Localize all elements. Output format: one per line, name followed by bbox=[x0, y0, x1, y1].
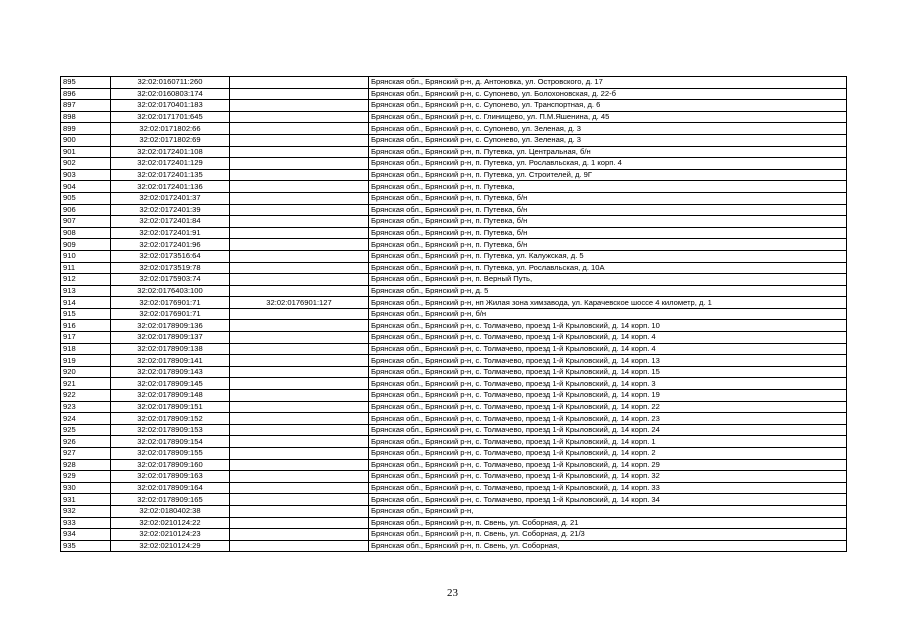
row-number-cell: 913 bbox=[61, 285, 111, 297]
cadastral-number-cell: 32:02:0178909:163 bbox=[111, 471, 230, 483]
address-cell: Брянская обл., Брянский р-н, с. Толмачево, проезд 1-й Крыловский, д. 14 корп. 19 bbox=[369, 390, 847, 402]
address-cell: Брянская обл., Брянский р-н, с. Толмачево, проезд 1-й Крыловский, д. 14 корп. 24 bbox=[369, 424, 847, 436]
cadastral-number-cell: 32:02:0171802:66 bbox=[111, 123, 230, 135]
cadastral-number-cell: 32:02:0210124:23 bbox=[111, 529, 230, 541]
table-row bbox=[61, 239, 847, 251]
address-cell: Брянская обл., Брянский р-н, с. Толмачево, проезд 1-й Крыловский, д. 14 корп. 2 bbox=[369, 448, 847, 460]
row-number-cell: 903 bbox=[61, 169, 111, 181]
linked-cadastral-number-cell bbox=[230, 111, 369, 123]
row-number-cell: 898 bbox=[61, 111, 111, 123]
cadastral-number-cell: 32:02:0178909:151 bbox=[111, 401, 230, 413]
address-cell: Брянская обл., Брянский р-н, п. Путевка, ул. Рославльская, д. 1 корп. 4 bbox=[369, 158, 847, 170]
linked-cadastral-number-cell bbox=[230, 355, 369, 367]
cadastral-number-cell: 32:02:0178909:141 bbox=[111, 355, 230, 367]
row-number-cell: 895 bbox=[61, 77, 111, 89]
linked-cadastral-number-cell bbox=[230, 274, 369, 286]
row-number-cell: 904 bbox=[61, 181, 111, 193]
table-row bbox=[61, 401, 847, 413]
table-row bbox=[61, 100, 847, 112]
address-cell: Брянская обл., Брянский р-н, д. 5 bbox=[369, 285, 847, 297]
row-number-cell: 902 bbox=[61, 158, 111, 170]
table-row bbox=[61, 540, 847, 552]
address-cell: Брянская обл., Брянский р-н, п. Путевка, б/н bbox=[369, 192, 847, 204]
table-row bbox=[61, 158, 847, 170]
linked-cadastral-number-cell bbox=[230, 413, 369, 425]
cadastral-number-cell: 32:02:0176901:71 bbox=[111, 297, 230, 309]
cadastral-number-cell: 32:02:0176403:100 bbox=[111, 285, 230, 297]
cadastral-number-cell: 32:02:0178909:137 bbox=[111, 332, 230, 344]
table-row bbox=[61, 436, 847, 448]
table-row bbox=[61, 297, 847, 309]
address-cell: Брянская обл., Брянский р-н, с. Толмачево, проезд 1-й Крыловский, д. 14 корп. 23 bbox=[369, 413, 847, 425]
linked-cadastral-number-cell bbox=[230, 158, 369, 170]
table-row bbox=[61, 390, 847, 402]
row-number-cell: 934 bbox=[61, 529, 111, 541]
table-row bbox=[61, 204, 847, 216]
row-number-cell: 930 bbox=[61, 482, 111, 494]
linked-cadastral-number-cell bbox=[230, 366, 369, 378]
table-row bbox=[61, 308, 847, 320]
table-row bbox=[61, 517, 847, 529]
cadastral-number-cell: 32:02:0178909:155 bbox=[111, 448, 230, 460]
registry-table-body bbox=[61, 77, 847, 552]
row-number-cell: 926 bbox=[61, 436, 111, 448]
address-cell: Брянская обл., Брянский р-н, с. Толмачево, проезд 1-й Крыловский, д. 14 корп. 1 bbox=[369, 436, 847, 448]
row-number-cell: 935 bbox=[61, 540, 111, 552]
row-number-cell: 922 bbox=[61, 390, 111, 402]
cadastral-number-cell: 32:02:0173516:64 bbox=[111, 250, 230, 262]
address-cell: Брянская обл., Брянский р-н, с. Толмачево, проезд 1-й Крыловский, д. 14 корп. 10 bbox=[369, 320, 847, 332]
address-cell: Брянская обл., Брянский р-н, б/н bbox=[369, 308, 847, 320]
table-row bbox=[61, 123, 847, 135]
table-row bbox=[61, 471, 847, 483]
row-number-cell: 931 bbox=[61, 494, 111, 506]
row-number-cell: 924 bbox=[61, 413, 111, 425]
cadastral-number-cell: 32:02:0210124:29 bbox=[111, 540, 230, 552]
table-row bbox=[61, 227, 847, 239]
row-number-cell: 899 bbox=[61, 123, 111, 135]
cadastral-number-cell: 32:02:0160803:174 bbox=[111, 88, 230, 100]
row-number-cell: 908 bbox=[61, 227, 111, 239]
linked-cadastral-number-cell bbox=[230, 100, 369, 112]
address-cell: Брянская обл., Брянский р-н, п. Путевка, bbox=[369, 181, 847, 193]
cadastral-number-cell: 32:02:0178909:152 bbox=[111, 413, 230, 425]
address-cell: Брянская обл., Брянский р-н, п. Путевка, б/н bbox=[369, 204, 847, 216]
linked-cadastral-number-cell bbox=[230, 181, 369, 193]
cadastral-number-cell: 32:02:0178909:154 bbox=[111, 436, 230, 448]
row-number-cell: 900 bbox=[61, 134, 111, 146]
table-row bbox=[61, 88, 847, 100]
address-cell: Брянская обл., Брянский р-н, с. Супонево, ул. Болохоновская, д. 22-б bbox=[369, 88, 847, 100]
row-number-cell: 914 bbox=[61, 297, 111, 309]
cadastral-number-cell: 32:02:0171701:645 bbox=[111, 111, 230, 123]
table-row bbox=[61, 192, 847, 204]
address-cell: Брянская обл., Брянский р-н, с. Толмачево, проезд 1-й Крыловский, д. 14 корп. 3 bbox=[369, 378, 847, 390]
cadastral-number-cell: 32:02:0178909:160 bbox=[111, 459, 230, 471]
table-row bbox=[61, 448, 847, 460]
row-number-cell: 928 bbox=[61, 459, 111, 471]
address-cell: Брянская обл., Брянский р-н, с. Толмачево, проезд 1-й Крыловский, д. 14 корп. 34 bbox=[369, 494, 847, 506]
cadastral-number-cell: 32:02:0170401:183 bbox=[111, 100, 230, 112]
linked-cadastral-number-cell bbox=[230, 239, 369, 251]
linked-cadastral-number-cell bbox=[230, 424, 369, 436]
table-row bbox=[61, 459, 847, 471]
table-row bbox=[61, 216, 847, 228]
linked-cadastral-number-cell bbox=[230, 308, 369, 320]
cadastral-number-cell: 32:02:0178909:164 bbox=[111, 482, 230, 494]
cadastral-number-cell: 32:02:0178909:143 bbox=[111, 366, 230, 378]
linked-cadastral-number-cell bbox=[230, 494, 369, 506]
cadastral-number-cell: 32:02:0178909:136 bbox=[111, 320, 230, 332]
linked-cadastral-number-cell bbox=[230, 332, 369, 344]
row-number-cell: 905 bbox=[61, 192, 111, 204]
linked-cadastral-number-cell bbox=[230, 448, 369, 460]
address-cell: Брянская обл., Брянский р-н, п. Свень, ул. Соборная, д. 21/3 bbox=[369, 529, 847, 541]
address-cell: Брянская обл., Брянский р-н, с. Толмачево, проезд 1-й Крыловский, д. 14 корп. 33 bbox=[369, 482, 847, 494]
linked-cadastral-number-cell bbox=[230, 540, 369, 552]
linked-cadastral-number-cell bbox=[230, 471, 369, 483]
linked-cadastral-number-cell bbox=[230, 262, 369, 274]
address-cell: Брянская обл., Брянский р-н, д. Антоновка, ул. Островского, д. 17 bbox=[369, 77, 847, 89]
row-number-cell: 929 bbox=[61, 471, 111, 483]
address-cell: Брянская обл., Брянский р-н, bbox=[369, 505, 847, 517]
linked-cadastral-number-cell bbox=[230, 529, 369, 541]
linked-cadastral-number-cell bbox=[230, 390, 369, 402]
cadastral-number-cell: 32:02:0210124:22 bbox=[111, 517, 230, 529]
row-number-cell: 912 bbox=[61, 274, 111, 286]
table-row bbox=[61, 529, 847, 541]
row-number-cell: 918 bbox=[61, 343, 111, 355]
address-cell: Брянская обл., Брянский р-н, с. Толмачево, проезд 1-й Крыловский, д. 14 корп. 32 bbox=[369, 471, 847, 483]
table-row bbox=[61, 366, 847, 378]
table-row bbox=[61, 355, 847, 367]
cadastral-number-cell: 32:02:0178909:138 bbox=[111, 343, 230, 355]
table-row bbox=[61, 285, 847, 297]
cadastral-number-cell: 32:02:0173519:78 bbox=[111, 262, 230, 274]
linked-cadastral-number-cell bbox=[230, 88, 369, 100]
table-row bbox=[61, 343, 847, 355]
linked-cadastral-number-cell bbox=[230, 123, 369, 135]
table-row bbox=[61, 332, 847, 344]
address-cell: Брянская обл., Брянский р-н, п. Путевка, ул. Центральная, б/н bbox=[369, 146, 847, 158]
cadastral-number-cell: 32:02:0175903:74 bbox=[111, 274, 230, 286]
page-number: 23 bbox=[447, 587, 458, 599]
row-number-cell: 921 bbox=[61, 378, 111, 390]
cadastral-number-cell: 32:02:0160711:260 bbox=[111, 77, 230, 89]
cadastral-number-cell: 32:02:0172401:39 bbox=[111, 204, 230, 216]
table-row bbox=[61, 169, 847, 181]
address-cell: Брянская обл., Брянский р-н, с. Толмачево, проезд 1-й Крыловский, д. 14 корп. 13 bbox=[369, 355, 847, 367]
table-row bbox=[61, 134, 847, 146]
table-row bbox=[61, 181, 847, 193]
table-row bbox=[61, 77, 847, 89]
table-row bbox=[61, 274, 847, 286]
table-row bbox=[61, 320, 847, 332]
cadastral-number-cell: 32:02:0172401:91 bbox=[111, 227, 230, 239]
table-row bbox=[61, 378, 847, 390]
table-row bbox=[61, 505, 847, 517]
cadastral-number-cell: 32:02:0178909:148 bbox=[111, 390, 230, 402]
linked-cadastral-number-cell bbox=[230, 459, 369, 471]
table-row bbox=[61, 146, 847, 158]
table-row bbox=[61, 413, 847, 425]
row-number-cell: 927 bbox=[61, 448, 111, 460]
address-cell: Брянская обл., Брянский р-н, п. Путевка, ул. Рославльская, д. 10А bbox=[369, 262, 847, 274]
address-cell: Брянская обл., Брянский р-н, с. Толмачево, проезд 1-й Крыловский, д. 14 корп. 22 bbox=[369, 401, 847, 413]
address-cell: Брянская обл., Брянский р-н, нп Жилая зона химзавода, ул. Карачевское шоссе 4 километр, д. 1 bbox=[369, 297, 847, 309]
linked-cadastral-number-cell bbox=[230, 482, 369, 494]
row-number-cell: 907 bbox=[61, 216, 111, 228]
row-number-cell: 915 bbox=[61, 308, 111, 320]
linked-cadastral-number-cell bbox=[230, 436, 369, 448]
address-cell: Брянская обл., Брянский р-н, п. Путевка, б/н bbox=[369, 227, 847, 239]
linked-cadastral-number-cell bbox=[230, 378, 369, 390]
row-number-cell: 916 bbox=[61, 320, 111, 332]
row-number-cell: 897 bbox=[61, 100, 111, 112]
table-row bbox=[61, 262, 847, 274]
cadastral-number-cell: 32:02:0172401:37 bbox=[111, 192, 230, 204]
row-number-cell: 906 bbox=[61, 204, 111, 216]
address-cell: Брянская обл., Брянский р-н, с. Глинищево, ул. П.М.Яшенина, д. 45 bbox=[369, 111, 847, 123]
linked-cadastral-number-cell bbox=[230, 146, 369, 158]
cadastral-number-cell: 32:02:0172401:136 bbox=[111, 181, 230, 193]
address-cell: Брянская обл., Брянский р-н, с. Супонево, ул. Зеленая, д. 3 bbox=[369, 123, 847, 135]
row-number-cell: 919 bbox=[61, 355, 111, 367]
address-cell: Брянская обл., Брянский р-н, п. Свень, ул. Соборная, bbox=[369, 540, 847, 552]
cadastral-number-cell: 32:02:0180402:38 bbox=[111, 505, 230, 517]
linked-cadastral-number-cell bbox=[230, 192, 369, 204]
address-cell: Брянская обл., Брянский р-н, п. Путевка, ул. Калужская, д. 5 bbox=[369, 250, 847, 262]
linked-cadastral-number-cell bbox=[230, 505, 369, 517]
address-cell: Брянская обл., Брянский р-н, с. Толмачево, проезд 1-й Крыловский, д. 14 корп. 15 bbox=[369, 366, 847, 378]
linked-cadastral-number-cell bbox=[230, 343, 369, 355]
linked-cadastral-number-cell bbox=[230, 204, 369, 216]
linked-cadastral-number-cell bbox=[230, 250, 369, 262]
address-cell: Брянская обл., Брянский р-н, п. Путевка, б/н bbox=[369, 216, 847, 228]
table-row bbox=[61, 111, 847, 123]
row-number-cell: 932 bbox=[61, 505, 111, 517]
table-row bbox=[61, 482, 847, 494]
linked-cadastral-number-cell bbox=[230, 517, 369, 529]
linked-cadastral-number-cell bbox=[230, 320, 369, 332]
cadastral-number-cell: 32:02:0178909:165 bbox=[111, 494, 230, 506]
address-cell: Брянская обл., Брянский р-н, п. Свень, ул. Соборная, д. 21 bbox=[369, 517, 847, 529]
row-number-cell: 923 bbox=[61, 401, 111, 413]
registry-table bbox=[60, 76, 847, 552]
address-cell: Брянская обл., Брянский р-н, с. Толмачево, проезд 1-й Крыловский, д. 14 корп. 29 bbox=[369, 459, 847, 471]
table-row bbox=[61, 494, 847, 506]
row-number-cell: 925 bbox=[61, 424, 111, 436]
address-cell: Брянская обл., Брянский р-н, п. Верный Путь, bbox=[369, 274, 847, 286]
table-row bbox=[61, 250, 847, 262]
row-number-cell: 911 bbox=[61, 262, 111, 274]
address-cell: Брянская обл., Брянский р-н, с. Супонево, ул. Транспортная, д. 6 bbox=[369, 100, 847, 112]
linked-cadastral-number-cell bbox=[230, 216, 369, 228]
cadastral-number-cell: 32:02:0172401:84 bbox=[111, 216, 230, 228]
linked-cadastral-number-cell bbox=[230, 169, 369, 181]
address-cell: Брянская обл., Брянский р-н, с. Толмачево, проезд 1-й Крыловский, д. 14 корп. 4 bbox=[369, 332, 847, 344]
table-row bbox=[61, 424, 847, 436]
linked-cadastral-number-cell bbox=[230, 227, 369, 239]
address-cell: Брянская обл., Брянский р-н, п. Путевка, ул. Строителей, д. 9Г bbox=[369, 169, 847, 181]
cadastral-number-cell: 32:02:0172401:129 bbox=[111, 158, 230, 170]
cadastral-number-cell: 32:02:0176901:71 bbox=[111, 308, 230, 320]
cadastral-number-cell: 32:02:0171802:69 bbox=[111, 134, 230, 146]
cadastral-number-cell: 32:02:0172401:135 bbox=[111, 169, 230, 181]
address-cell: Брянская обл., Брянский р-н, с. Толмачево, проезд 1-й Крыловский, д. 14 корп. 4 bbox=[369, 343, 847, 355]
row-number-cell: 909 bbox=[61, 239, 111, 251]
address-cell: Брянская обл., Брянский р-н, п. Путевка, б/н bbox=[369, 239, 847, 251]
cadastral-number-cell: 32:02:0178909:153 bbox=[111, 424, 230, 436]
row-number-cell: 933 bbox=[61, 517, 111, 529]
row-number-cell: 920 bbox=[61, 366, 111, 378]
linked-cadastral-number-cell: 32:02:0176901:127 bbox=[230, 297, 369, 309]
cadastral-number-cell: 32:02:0172401:96 bbox=[111, 239, 230, 251]
row-number-cell: 896 bbox=[61, 88, 111, 100]
cadastral-number-cell: 32:02:0178909:145 bbox=[111, 378, 230, 390]
row-number-cell: 910 bbox=[61, 250, 111, 262]
row-number-cell: 901 bbox=[61, 146, 111, 158]
row-number-cell: 917 bbox=[61, 332, 111, 344]
cadastral-number-cell: 32:02:0172401:108 bbox=[111, 146, 230, 158]
linked-cadastral-number-cell bbox=[230, 285, 369, 297]
linked-cadastral-number-cell bbox=[230, 401, 369, 413]
address-cell: Брянская обл., Брянский р-н, с. Супонево, ул. Зеленая, д. 3 bbox=[369, 134, 847, 146]
linked-cadastral-number-cell bbox=[230, 77, 369, 89]
linked-cadastral-number-cell bbox=[230, 134, 369, 146]
